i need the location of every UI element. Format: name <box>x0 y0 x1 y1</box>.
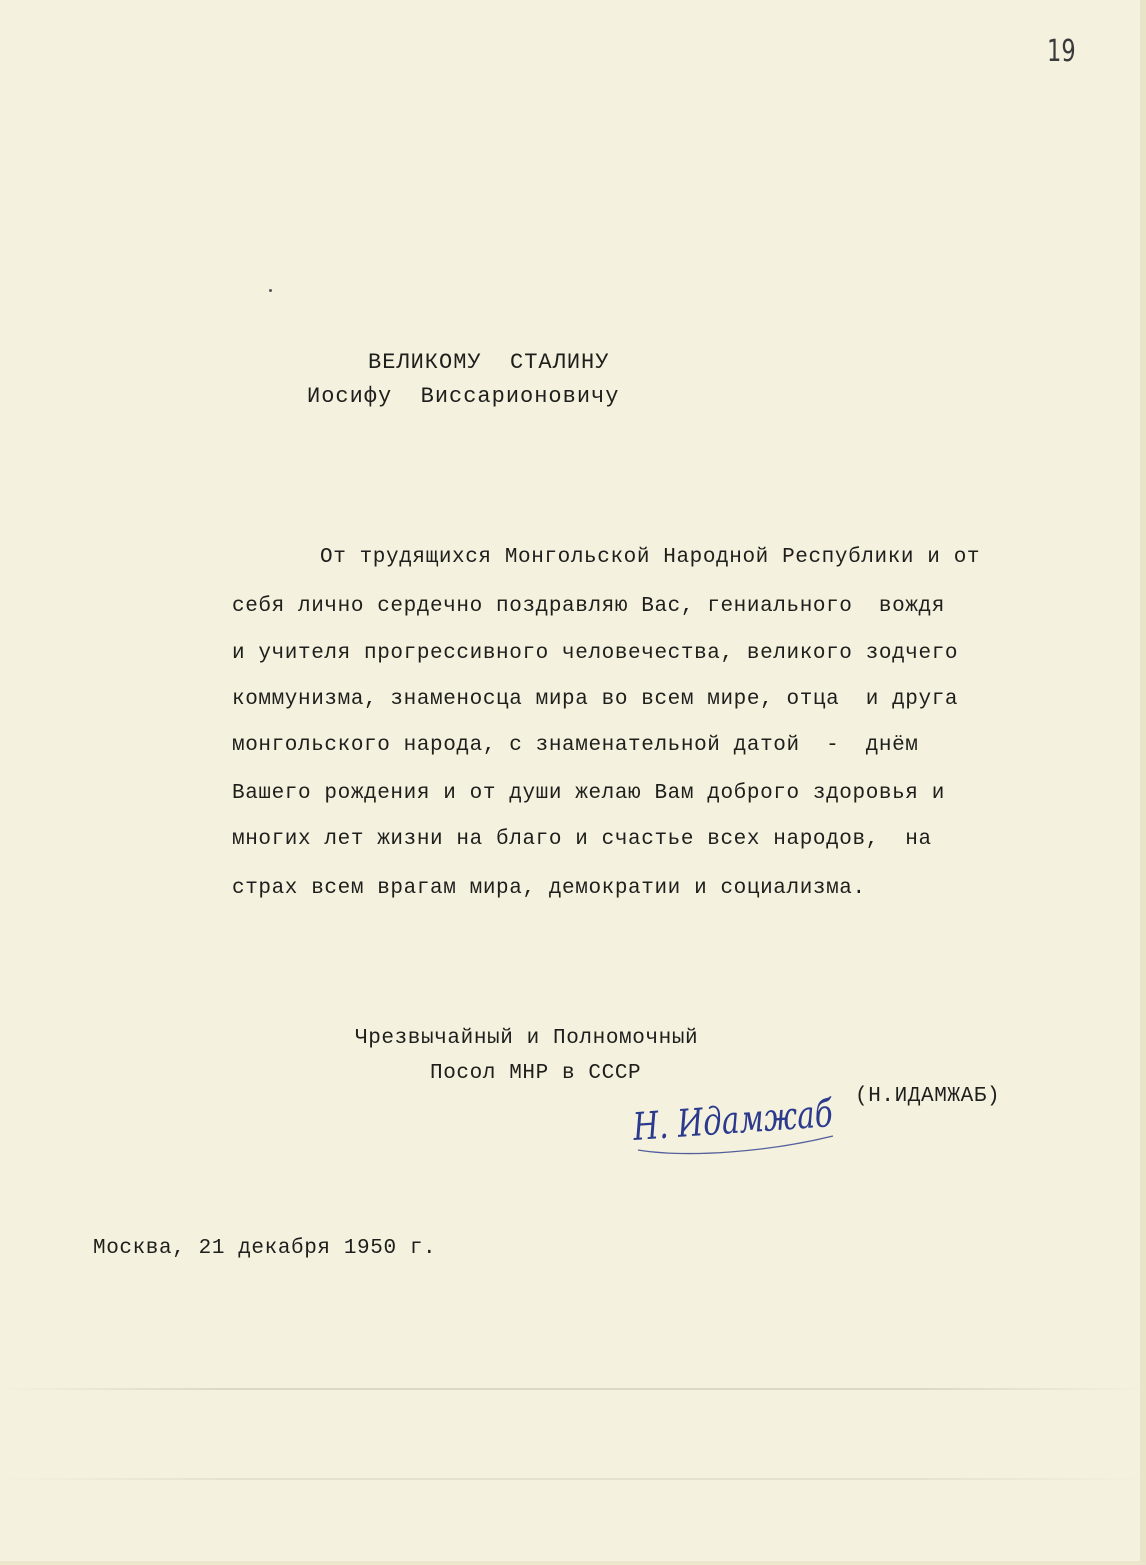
sender-name: (Н.ИДАМЖАБ) <box>855 1085 1001 1108</box>
ink-speck <box>269 289 272 292</box>
body-line: и учителя прогрессивного человечества, великого зодчего <box>232 642 959 665</box>
paper-fold <box>0 1388 1146 1390</box>
addressee-line-2: Иосифу Виссарионовичу <box>307 384 620 409</box>
body-line: коммунизма, знаменосца мира во всем мире, отца и друга <box>232 688 959 711</box>
signature-text: Н. Идамжаб <box>631 1087 892 1149</box>
body-line: От трудящихся Монгольской Народной Республики и от <box>320 546 981 569</box>
body-line: страх всем врагам мира, демократии и социализма. <box>232 877 866 900</box>
signature <box>628 1087 892 1164</box>
sender-title-line-1: Чрезвычайный и Полномочный <box>355 1027 699 1050</box>
body-line: Вашего рождения и от души желаю Вам доброго здоровья и <box>232 782 945 805</box>
folio-number: 19 <box>1047 34 1076 69</box>
place-date: Москва, 21 декабря 1950 г. <box>93 1237 437 1260</box>
body-line: себя лично сердечно поздравляю Вас, гениального вождя <box>232 595 945 618</box>
sender-title-line-2: Посол МНР в СССР <box>430 1062 642 1085</box>
body-line: многих лет жизни на благо и счастье всех народов, на <box>232 828 932 851</box>
paper-fold <box>0 1478 1146 1480</box>
body-line: монгольского народа, с знаменательной датой - днём <box>232 734 919 757</box>
addressee-line-1: ВЕЛИКОМУ СТАЛИНУ <box>368 350 610 375</box>
